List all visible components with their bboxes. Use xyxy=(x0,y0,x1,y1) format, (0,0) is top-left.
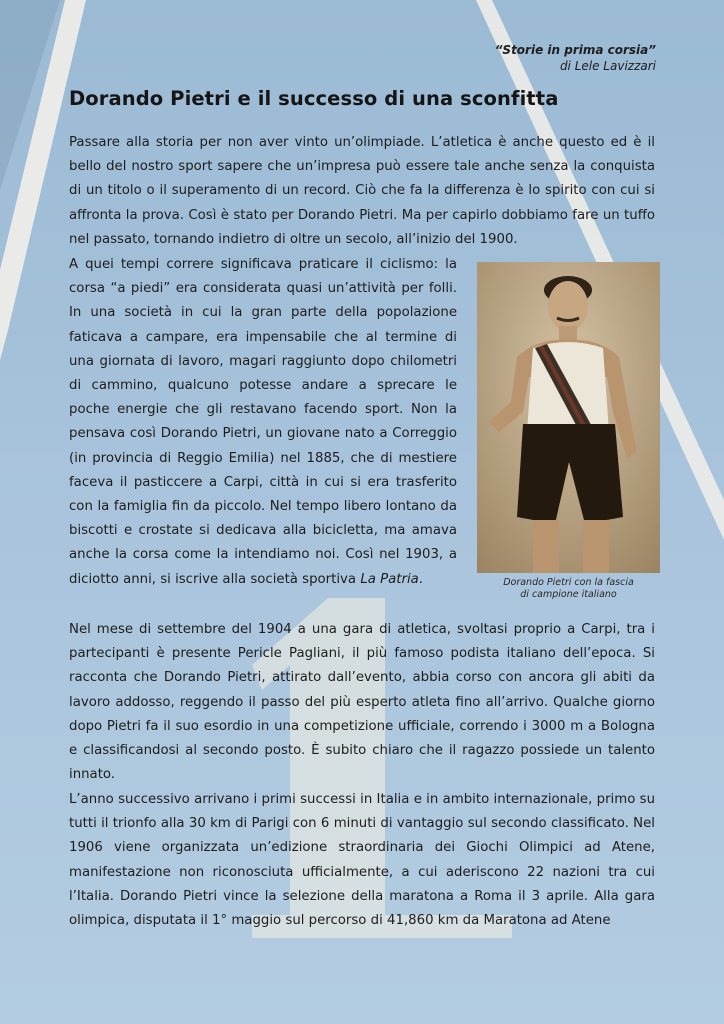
article-paragraph-4: L’anno successivo arrivano i primi successi in Italia e in ambito internazionale, primo su tutti il trionfo alla 30 km di Parigi con 6 minuti di vantaggio sul secondo classificato. Nel 1906 viene organizzata un’edizione straordinaria dei Giochi Olimpici ad Atene, manifestazione non riconosciuta ufficialmente, a cui aderiscono 22 nazioni tra cui l’Italia. Dorando Pietri vince la selezione della maratona a Roma il 3 aprile. Alla gara olimpica, disputata il 1° maggio sul percorso di 41,860 km da Maratona ad Atene xyxy=(69,792,655,929)
portrait-photo xyxy=(477,262,660,573)
article-paragraph-2 xyxy=(69,253,457,592)
series-title: “Storie in prima corsia” xyxy=(494,43,656,57)
caption-line-2: di campione italiano xyxy=(520,589,617,600)
paragraph-2-text: A quei tempi correre significava praticare il ciclismo: la corsa “a piedi” era considerata quasi un’attività per folli. In una società in cui la gran parte della popolazione faticava a campare, era impensabile che al termine di una giornata di lavoro, magari raggiunto dopo chilometri di cammino, qualcuno potesse andare a sprecare le poche energie che gli restavano facendo sport. Non la pensava così Dorando Pietri, un giovane nato a Correggio (in provincia di Reggio Emilia) nel 1885, che di mestiere faceva il pasticcere a Carpi, città in cui si era trasferito con la famiglia fin da piccolo. Nel tempo libero lontano da biscotti e crostate si dedicava alla bicicletta, ma amava anche la corsa come la intendiamo noi. Così nel 1903, a diciotto anni, si iscrive alla società sportiva xyxy=(69,257,457,587)
series-header xyxy=(495,42,656,74)
article-title: Dorando Pietri e il successo di una sconfitta xyxy=(69,87,559,110)
caption-line-1: Dorando Pietri con la fascia xyxy=(503,577,634,588)
athlete-portrait-image xyxy=(477,262,660,573)
series-author: di Lele Lavizzari xyxy=(559,59,656,73)
paragraph-2-end: . xyxy=(418,571,424,587)
club-name: La Patria xyxy=(360,571,419,587)
article-paragraph-3: Nel mese di settembre del 1904 a una gara di atletica, svoltasi proprio a Carpi, tra i partecipanti è presente Pericle Pagliani, il più famoso podista italiano dell’epoca. Si racconta che Dorando Pietri, attirato dall’evento, abbia corso con ancora gli abiti da lavoro addosso, reggendo il passo del più esperto atleta fino all’arrivo. Qualche giorno dopo Pietri fa il suo esordio in una competizione ufficiale, correndo i 3000 m a Bologna e classificandosi al secondo posto. È subito chiaro che il ragazzo possiede un talento innato. xyxy=(69,622,655,783)
photo-caption xyxy=(477,577,660,601)
article-paragraph-1: Passare alla storia per non aver vinto un’olimpiade. L’atletica è anche questo ed è il bello del nostro sport sapere che un’impresa può essere tale anche senza la conquista di un titolo o il superamento di un record. Ciò che fa la differenza è lo spirito con cui si affronta la prova. Così è stato per Dorando Pietri. Ma per capirlo dobbiamo fare un tuffo nel passato, tornando indietro di oltre un secolo, all’inizio del 1900. xyxy=(69,135,655,247)
